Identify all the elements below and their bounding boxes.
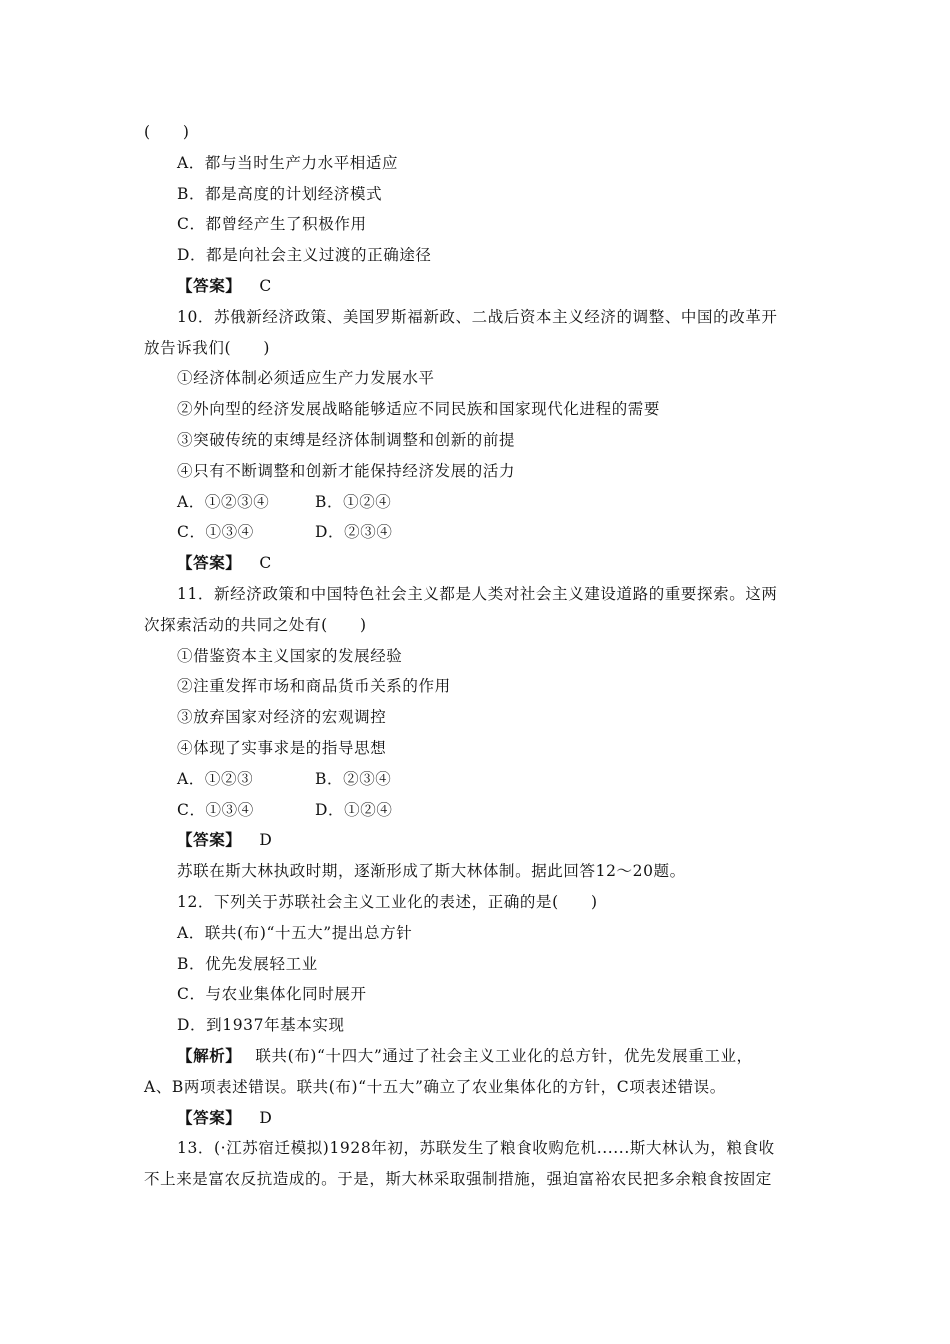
document-content xyxy=(144,117,812,1195)
q9-option-a: A．都与当时生产力水平相适应 xyxy=(177,153,399,172)
q12-option-c: C．与农业集体化同时展开 xyxy=(177,985,367,1004)
q12-option-b: B．优先发展轻工业 xyxy=(177,954,318,973)
q9-option-c: C．都曾经产生了积极作用 xyxy=(177,215,367,234)
q12-analysis-line2: A、B两项表述错误。联共(布)“十五大”确立了农业集体化的方针，C项表述错误。 xyxy=(144,1077,726,1096)
q10-options-row2 xyxy=(144,517,812,548)
q12-answer-value: D xyxy=(259,1108,273,1127)
q9-stem-tail: ( ) xyxy=(144,123,190,141)
q10-stem-line2: 放告诉我们( ) xyxy=(144,338,270,357)
q11-option-c: C．①③④ xyxy=(177,800,254,819)
section-intro: 苏联在斯大林执政时期，逐渐形成了斯大林体制。据此回答12～20题。 xyxy=(177,862,686,881)
q12-stem: 12．下列关于苏联社会主义工业化的表述，正确的是( ) xyxy=(177,892,598,911)
q10-item-3: ③突破传统的束缚是经济体制调整和创新的前提 xyxy=(177,430,516,449)
q12-answer-label: 【答案】 xyxy=(177,1107,242,1127)
q11-item-3: ③放弃国家对经济的宏观调控 xyxy=(177,708,387,727)
q12-answer xyxy=(144,1103,812,1134)
q11-answer-label: 【答案】 xyxy=(177,830,242,850)
q11-option-d: D．①②④ xyxy=(315,800,393,819)
q10-option-d: D．②③④ xyxy=(315,523,393,542)
q10-item-4: ④只有不断调整和创新才能保持经济发展的活力 xyxy=(177,461,516,480)
q9-answer xyxy=(144,271,812,302)
q12-analysis-text: 联共(布)“十四大”通过了社会主义工业化的总方针，优先发展重工业， xyxy=(255,1046,753,1065)
q10-option-b: B．①②④ xyxy=(315,492,392,511)
q9-option-d: D．都是向社会主义过渡的正确途径 xyxy=(177,246,432,265)
q12-option-d: D．到1937年基本实现 xyxy=(177,1016,345,1035)
q11-answer-value: D xyxy=(259,831,273,850)
q10-answer xyxy=(144,548,812,579)
q11-option-a: A．①②③ xyxy=(177,769,254,788)
q11-item-4: ④体现了实事求是的指导思想 xyxy=(177,738,387,757)
q9-answer-label: 【答案】 xyxy=(177,275,242,295)
q9-answer-value: C xyxy=(259,276,272,295)
q12-analysis-line1 xyxy=(144,1041,812,1072)
q12-option-a: A．联共(布)“十五大”提出总方针 xyxy=(177,923,413,942)
q11-options-row2 xyxy=(144,795,812,826)
q13-stem-line2: 不上来是富农反抗造成的。于是，斯大林采取强制措施，强迫富裕农民把多余粮食按固定 xyxy=(144,1170,772,1189)
q11-stem-line1: 11．新经济政策和中国特色社会主义都是人类对社会主义建设道路的重要探索。这两 xyxy=(177,584,778,603)
q10-option-c: C．①③④ xyxy=(177,523,254,542)
q12-analysis-label: 【解析】 xyxy=(177,1045,242,1065)
q11-options-row1 xyxy=(144,764,812,795)
q10-item-2: ②外向型的经济发展战略能够适应不同民族和国家现代化进程的需要 xyxy=(177,400,661,419)
q10-options-row1 xyxy=(144,487,812,518)
q11-item-2: ②注重发挥市场和商品货币关系的作用 xyxy=(177,677,451,696)
q10-item-1: ①经济体制必须适应生产力发展水平 xyxy=(177,369,435,388)
q10-option-a: A．①②③④ xyxy=(177,492,270,511)
q11-answer xyxy=(144,825,812,856)
q9-option-b: B．都是高度的计划经济模式 xyxy=(177,184,383,203)
q13-stem-line1: 13．(·江苏宿迁模拟)1928年初，苏联发生了粮食收购危机......斯大林认为，粮食收 xyxy=(177,1139,775,1158)
q11-option-b: B．②③④ xyxy=(315,769,392,788)
q10-answer-value: C xyxy=(259,554,272,573)
q11-item-1: ①借鉴资本主义国家的发展经验 xyxy=(177,646,403,665)
q11-stem-line2: 次探索活动的共同之处有( ) xyxy=(144,615,367,634)
q10-stem-line1: 10．苏俄新经济政策、美国罗斯福新政、二战后资本主义经济的调整、中国的改革开 xyxy=(177,307,778,326)
q10-answer-label: 【答案】 xyxy=(177,553,242,573)
